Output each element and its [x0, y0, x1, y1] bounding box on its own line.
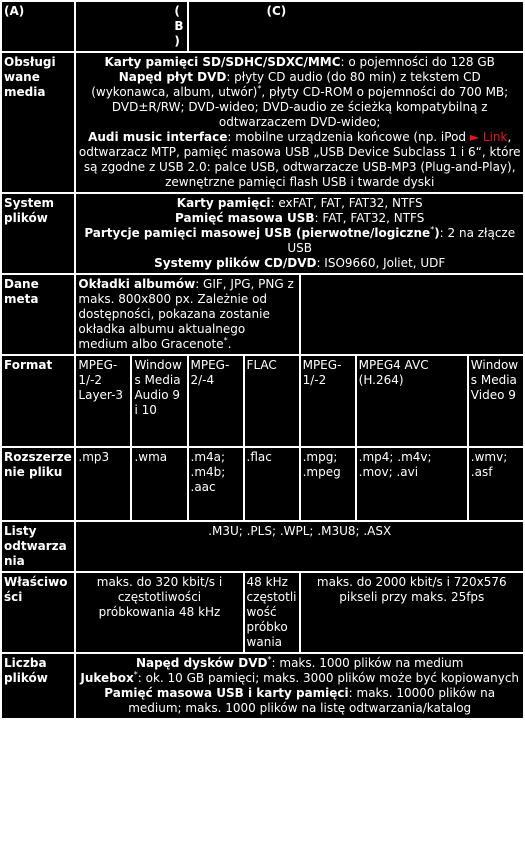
- label-media: Obsługi wane media: [2, 53, 74, 192]
- ami-text-1: : mobilne urządzenia końcowe (np. iPod: [227, 130, 470, 144]
- fs-usb-text: : FAT, FAT32, NTFS: [314, 211, 425, 225]
- ami-link[interactable]: ► Link: [469, 130, 508, 144]
- count-usb-title: Pamięć masowa USB i karty pamięci: [104, 686, 349, 700]
- label-metadata: Dane meta: [2, 275, 74, 354]
- label-playlists: Listy odtwarzania: [2, 522, 74, 571]
- fs-partitions-footnote-mark: *: [430, 225, 435, 234]
- ext-mpeg: .mpg; .mpeg: [301, 448, 355, 520]
- playlists-cell: .M3U; .PLS; .WPL; .M3U8; .ASX: [76, 522, 523, 571]
- fs-cards-title: Karty pamięci: [176, 196, 271, 210]
- count-dvd-text: : maks. 1000 plików na medium: [271, 656, 464, 670]
- format-aac: MPEG-2/-4: [189, 356, 243, 446]
- fs-partitions-close: ): [434, 226, 440, 240]
- count-jukebox-footnote-mark: *: [133, 670, 138, 679]
- sd-cards-title: Karty pamięci SD/SDHC/SDXC/MMC: [104, 55, 341, 69]
- row-metadata: [2, 275, 523, 354]
- dvd-footnote-mark: *: [257, 84, 262, 93]
- ext-wmv: .wmv; .asf: [469, 448, 523, 520]
- ext-mp3: .mp3: [76, 448, 130, 520]
- ami-text-2: , odtwarzacz MTP, pamięć masowa USB „USB Device Subclass 1 i 6“, które są zgodne z USB 2.0: palce USB, odtwarzacze USB-MP3 (Plug-and-Play), zewnętrzne pamięci flash USB i twarde dyski: [78, 130, 521, 189]
- fs-cddvd-title: Systemy plików CD/DVD: [154, 256, 317, 270]
- row-properties: [2, 573, 523, 652]
- format-mp3: MPEG-1/-2 Layer-3: [76, 356, 130, 446]
- row-media: [2, 53, 523, 192]
- row-filesystem: [2, 194, 523, 273]
- ext-wma: .wma: [132, 448, 186, 520]
- format-h264: MPEG4 AVC (H.264): [357, 356, 467, 446]
- label-filesystem: System plików: [2, 194, 74, 273]
- row-file-count: [2, 654, 523, 718]
- props-video: maks. do 2000 kbit/s i 720x576 pikseli przy maks. 25fps: [301, 573, 523, 652]
- format-wmv: Windows Media Video 9: [469, 356, 523, 446]
- format-flac: FLAC: [245, 356, 299, 446]
- ext-flac: .flac: [245, 448, 299, 520]
- metadata-cell: [76, 275, 298, 354]
- row-playlists: [2, 522, 523, 571]
- sd-cards-text: : o pojemności do 128 GB: [340, 55, 495, 69]
- fs-partitions-title: Partycje pamięci masowej USB (pierwotne/logiczne: [84, 226, 431, 240]
- count-dvd-footnote-mark: *: [267, 655, 272, 664]
- props-flac: 48 kHz częstotliwość próbkowania: [245, 573, 299, 652]
- file-count-cell: [76, 654, 523, 718]
- header-c: (C): [189, 2, 524, 51]
- fs-cddvd-text: : ISO9660, Joliet, UDF: [316, 256, 446, 270]
- media-cell: [76, 53, 523, 192]
- header-a: (A): [2, 2, 74, 51]
- count-jukebox-title: Jukebox: [80, 671, 134, 685]
- fs-cards-text: : exFAT, FAT, FAT32, NTFS: [270, 196, 423, 210]
- album-art-footnote-mark: *: [223, 336, 228, 345]
- label-format: Format: [2, 356, 74, 446]
- ami-title: Audi music interface: [88, 130, 228, 144]
- fs-partitions-text: : 2 na złącze USB: [287, 226, 516, 255]
- count-dvd-title: Napęd dysków DVD: [135, 656, 268, 670]
- count-usb-text: : maks. 10000 plików na medium; maks. 1000 plików na listę odtwarzania/katalog: [128, 686, 496, 715]
- label-file-count: Liczba plików: [2, 654, 74, 718]
- row-format: [2, 356, 523, 446]
- dvd-drive-title: Napęd płyt DVD: [118, 70, 227, 84]
- ext-mp4: .mp4; .m4v; .mov; .avi: [357, 448, 467, 520]
- ext-aac: .m4a; .m4b; .aac: [189, 448, 243, 520]
- album-art-title: Okładki albumów: [78, 277, 196, 291]
- format-wma: Windows Media Audio 9 i 10: [132, 356, 186, 446]
- dvd-drive-text-2: , płyty CD-ROM o pojemności do 700 MB; DVD±R/RW; DVD-wideo; DVD-audio ze ścieżką kompatybilną z odtwarzaczem DVD-wideo;: [111, 85, 509, 129]
- dvd-drive-text-1: : płyty CD audio (do 80 min) z tekstem CD (wykonawca, album, utwór): [91, 70, 481, 99]
- header-b: (B): [76, 2, 186, 51]
- label-extension: Rozszerzenie pliku: [2, 448, 74, 520]
- fs-usb-title: Pamięć masowa USB: [175, 211, 315, 225]
- filesystem-cell: [76, 194, 523, 273]
- format-mpeg: MPEG-1/-2: [301, 356, 355, 446]
- album-art-end: .: [227, 337, 232, 351]
- album-art-text: : GIF, JPG, PNG z maks. 800x800 px. Zależnie od dostępności, pokazana zostanie okładka albumu aktualnego medium albo Gracenote: [78, 277, 294, 351]
- label-properties: Właściwości: [2, 573, 74, 652]
- metadata-empty-cell: [301, 275, 523, 354]
- props-audio: maks. do 320 kbit/s i częstotliwości próbkowania 48 kHz: [76, 573, 242, 652]
- count-jukebox-text: : ok. 10 GB pamięci; maks. 3000 plików może być kopiowanych: [137, 671, 520, 685]
- row-extension: [2, 448, 523, 520]
- header-row: [2, 2, 523, 51]
